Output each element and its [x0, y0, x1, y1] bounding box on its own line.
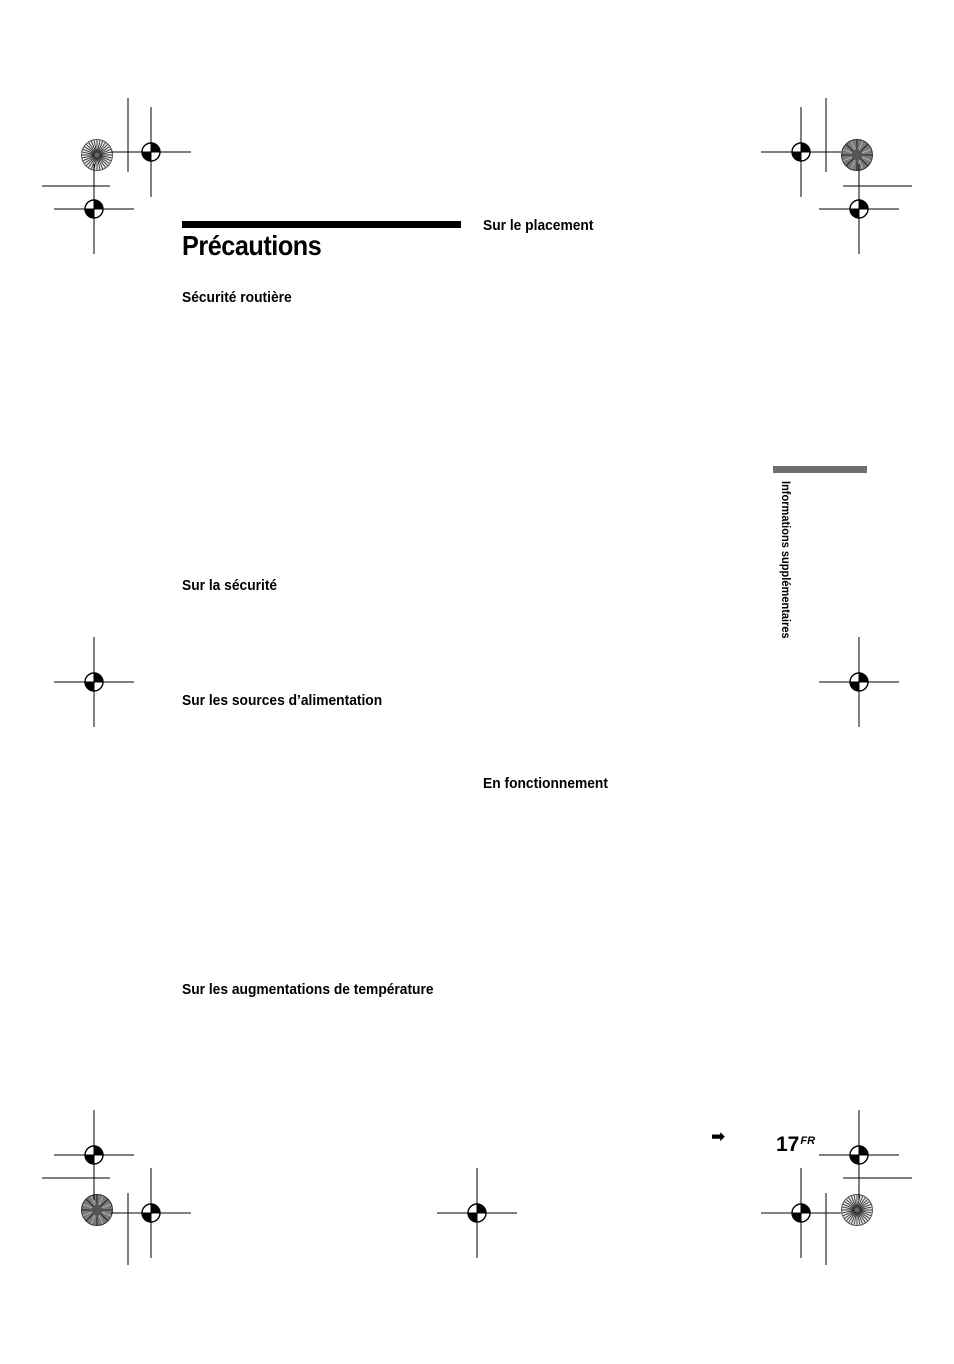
section-tab-bar — [773, 466, 867, 473]
heading-temperature: Sur les augmentations de température — [182, 981, 434, 998]
page-number — [776, 1134, 815, 1155]
registration-crosshair-icon — [111, 1168, 191, 1258]
registration-crosshair-icon — [54, 637, 134, 727]
registration-starburst-icon — [82, 1195, 113, 1226]
title-rule — [182, 221, 461, 228]
registration-crosshair-icon — [819, 1110, 899, 1200]
section-tab-label: Informations supplémentaires — [779, 481, 793, 639]
heading-power-sources: Sur les sources d’alimentation — [182, 692, 383, 709]
registration-crosshair-icon — [761, 1168, 841, 1258]
registration-crosshair-icon — [819, 637, 899, 727]
heading-operation: En fonctionnement — [483, 775, 608, 792]
page-number-value: 17 — [776, 1133, 800, 1156]
page-title: Précautions — [182, 230, 322, 261]
registration-crosshair-icon — [761, 107, 841, 197]
registration-crosshair-icon — [54, 1110, 134, 1200]
heading-safety: Sur la sécurité — [182, 577, 278, 594]
registration-crosshair-icon — [819, 164, 899, 254]
registration-starburst-icon — [842, 140, 873, 171]
registration-starburst-icon — [842, 1195, 873, 1226]
continue-arrow-icon: ➡ — [711, 1127, 726, 1146]
registration-crosshair-icon — [437, 1168, 517, 1258]
registration-crosshair-icon — [54, 164, 134, 254]
heading-road-safety: Sécurité routière — [182, 289, 292, 306]
registration-starburst-icon — [82, 140, 113, 171]
page-number-suffix: FR — [800, 1135, 816, 1147]
registration-crosshair-icon — [111, 107, 191, 197]
heading-placement: Sur le placement — [483, 217, 594, 234]
